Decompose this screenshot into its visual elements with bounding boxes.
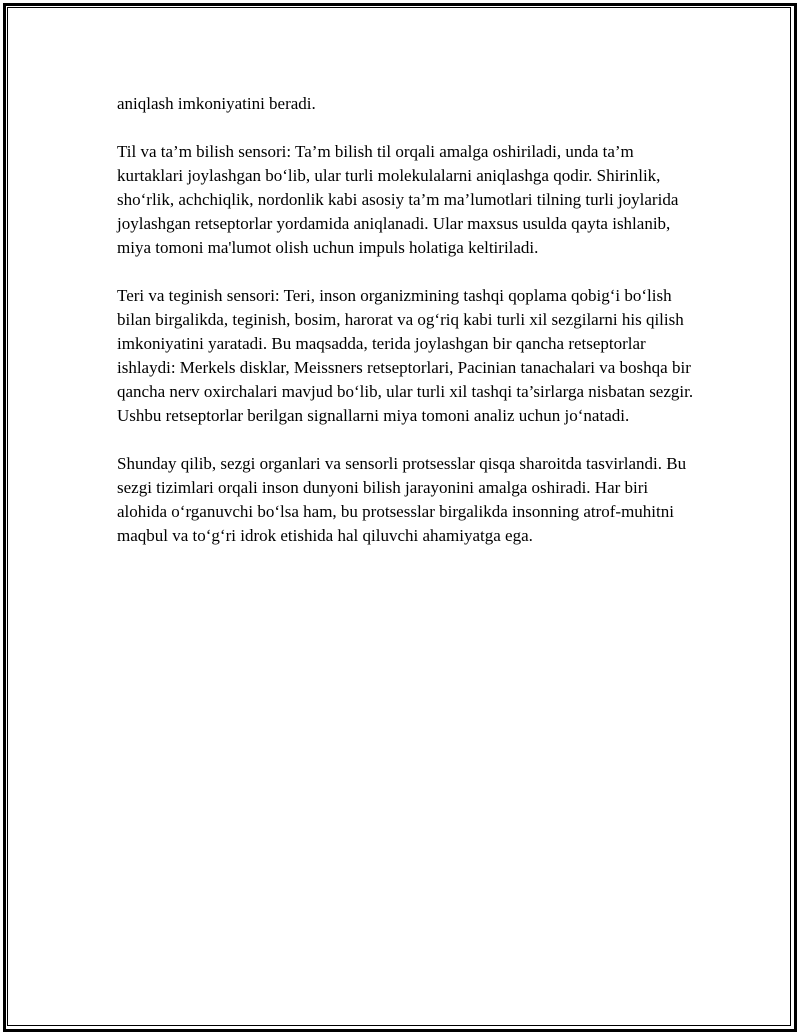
document-body [117, 92, 697, 572]
paragraph-taste-sensor: Til va ta’m bilish sensori: Ta’m bilish til orqali amalga oshiriladi, unda ta’m kurtaklari joylashgan bo‘lib, ular turli molekulalarni aniqlashga qodir. Shirinlik, sho‘rlik, achchiqlik, nordonlik kabi asosiy ta’m ma’lumotlari tilning turli joylarida joylashgan retseptorlar yordamida aniqlanadi. Ular maxsus usulda qayta ishlanib, miya tomoni ma'lumot olish uchun impuls holatiga keltiriladi. [117, 142, 679, 257]
paragraph-continuation: aniqlash imkoniyatini beradi. [117, 94, 316, 113]
paragraph-conclusion: Shunday qilib, sezgi organlari va sensorli protsesslar qisqa sharoitda tasvirlandi. Bu sezgi tizimlari orqali inson dunyoni bilish jarayonini amalga oshiradi. Har biri alohida o‘rganuvchi bo‘lsa ham, bu protsesslar birgalikda insonning atrof-muhitni maqbul va to‘g‘ri idrok etishida hal qiluvchi ahamiyatga ega. [117, 454, 687, 545]
paragraph-skin-touch-sensor: Teri va teginish sensori: Teri, inson organizmining tashqi qoplama qobig‘i bo‘lish bilan birgalikda, teginish, bosim, harorat va og‘riq kabi turli xil sezgilarni his qilish imkoniyatini yaratadi. Bu maqsadda, terida joylashgan bir qancha retseptorlar ishlaydi: Merkels disklar, Meissners retseptorlari, Pacinian tanachalari va boshqa bir qancha nerv oxirchalari mavjud bo‘lib, ular turli xil tashqi ta’sirlarga nisbatan sezgir. Ushbu retseptorlar berilgan signallarni miya tomoni analiz uchun jo‘natadi. [117, 286, 694, 425]
